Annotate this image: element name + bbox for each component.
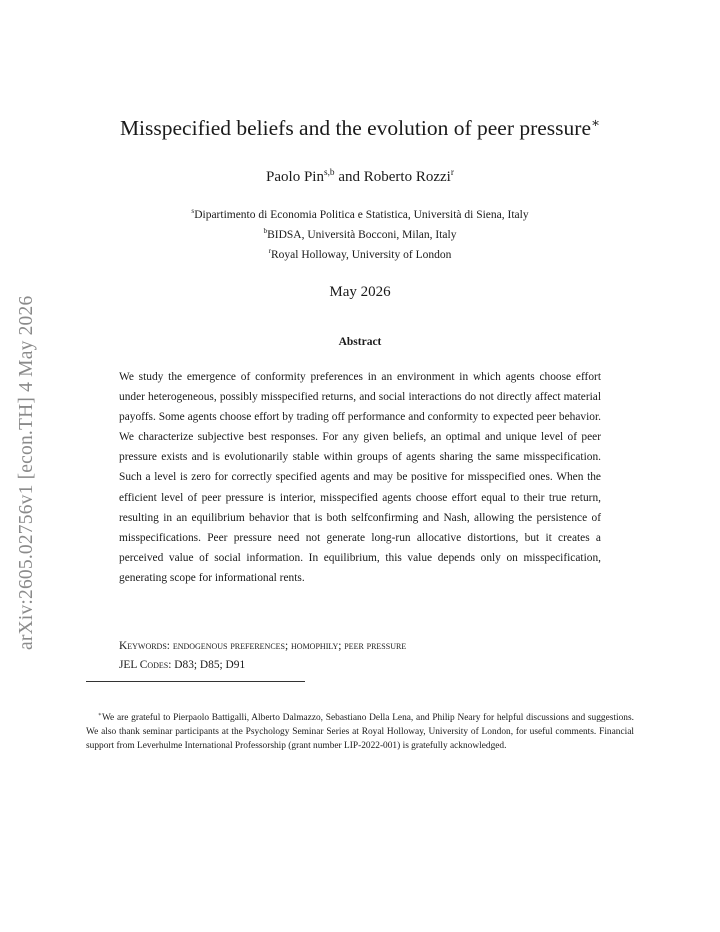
abstract-heading: Abstract: [338, 336, 382, 348]
author-affiliation-mark: s,b: [323, 168, 335, 178]
author-name: Roberto Rozzi: [363, 169, 451, 185]
footnote-text: We are grateful to Pierpaolo Battigalli, Alberto Dalmazzo, Sebastiano Della Lena, and Philip Neary for helpful discussions and suggestions. We also thank seminar participants at the Psychology Seminar Series at Royal Holloway, University of London, for useful comments. Financial support from Leverhulme International Professorship (grant number LIP-2022-001) is gratefully acknowledged.: [86, 713, 634, 752]
affiliation-siena: [0, 205, 720, 225]
affiliation-text: Royal Holloway, University of London: [271, 249, 452, 261]
paper-title-text: Misspecified beliefs and the evolution of peer pressure: [119, 116, 591, 140]
paper-title: [0, 116, 720, 141]
paper-date: May 2026: [329, 284, 391, 300]
author-name: Paolo Pin: [266, 169, 324, 185]
title-footnote-mark: ∗: [591, 114, 601, 130]
jel-codes-label: JEL Codes:: [119, 659, 172, 671]
affiliation-list: [0, 205, 720, 265]
affiliation-text: BIDSA, Università Bocconi, Milan, Italy: [267, 229, 457, 241]
affiliation-mark: r: [268, 247, 271, 256]
abstract-text: We study the emergence of conformity preferences in an environment in which agents choose effort under heterogeneous, possibly misspecified returns, and social interactions do not directly affect material payoffs. Some agents choose effort by trading off performance and conformity to expected peer behavior. We characterize subjective best responses. For any given beliefs, an optimal and unique level of peer pressure exists and is evolutionarily stable within groups of agents sharing the same misspecification. Such a level is zero for correctly specified agents and may be positive for misspecified ones. When the efficient level of peer pressure is interior, misspecified agents choose effort equal to their true return, resulting in an equilibrium behavior that is both selfconfirming and Nash, allowing the persistence of misspecifications. Peer pressure need not generate long-run allocative distortions, but it creates a perceived value of social information. In equilibrium, this value depends only on misspecification, generating scope for informational rents.: [119, 371, 601, 584]
affiliation-mark: b: [263, 227, 268, 236]
keywords-label: Keywords:: [119, 640, 170, 652]
affiliation-mark: s: [191, 207, 195, 216]
arxiv-identifier-stamp: arXiv:2605.02756v1 [econ.TH] 4 May 2026: [16, 295, 37, 650]
jel-codes-text: D83; D85; D91: [174, 659, 246, 671]
affiliation-royal-holloway: [0, 245, 720, 265]
author-conjunction: and: [334, 169, 364, 185]
affiliation-bidsa: [0, 225, 720, 245]
affiliation-text: Dipartimento di Economia Politica e Statistica, Università di Siena, Italy: [194, 209, 529, 221]
author-affiliation-mark: r: [450, 168, 454, 178]
keywords-line: [119, 640, 619, 652]
footnote-divider: [86, 681, 305, 682]
author-line: [0, 169, 720, 186]
jel-codes-line: [119, 659, 619, 671]
acknowledgement-footnote: ∗We are grateful to Pierpaolo Battigalli, Alberto Dalmazzo, Sebastiano Della Lena, and Philip Neary for helpful discussions and suggestions. We also thank seminar participants at the Psychology Seminar Series at Royal Holloway, University of London, for useful comments. Financial support from Leverhulme International Professorship (grant number LIP-2022-001) is gratefully acknowledged.: [86, 711, 634, 752]
keywords-text: endogenous preferences; homophily; peer pressure: [172, 640, 407, 652]
